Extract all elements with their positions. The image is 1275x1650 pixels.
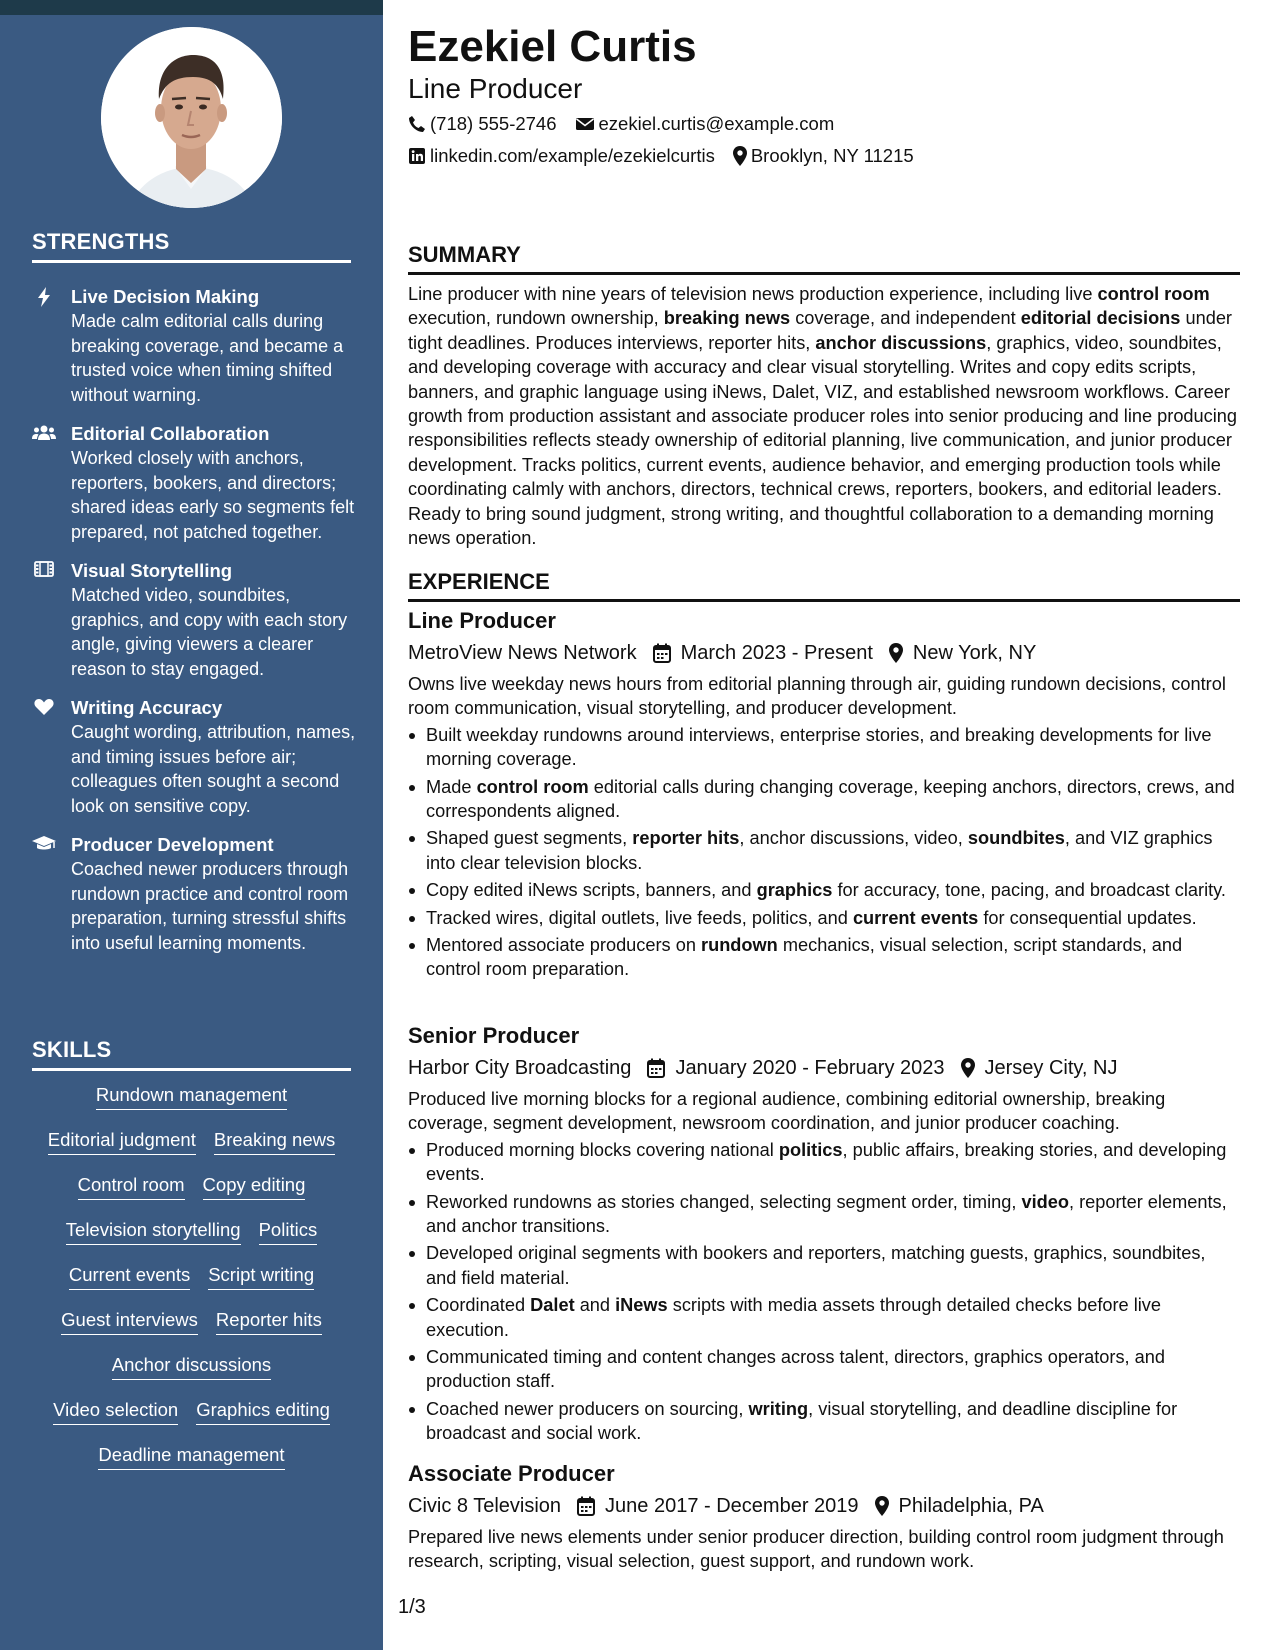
users-icon [32, 424, 56, 444]
strength-desc: Caught wording, attribution, names, and timing issues before air; colleagues often sought a second look on sensitive copy. [71, 722, 356, 816]
location-text: Philadelphia, PA [898, 1495, 1044, 1517]
map-pin-icon [875, 1496, 889, 1516]
job-dates [653, 638, 873, 668]
job-description: Owns live weekday news hours from editorial planning through air, guiding rundown decisions, control room communication, visual storytelling, and producer development. [408, 674, 1226, 719]
job-entry [408, 607, 1240, 985]
skill-row [32, 1398, 351, 1443]
strength-title: Live Decision Making [71, 286, 260, 307]
dates-text: January 2020 - February 2023 [675, 1057, 945, 1079]
contact-line [408, 145, 932, 167]
skill-tag: Editorial judgment [48, 1128, 196, 1155]
strength-title: Editorial Collaboration [71, 423, 270, 444]
skill-tag: Politics [259, 1218, 318, 1245]
strength-item [32, 833, 357, 955]
bold-keyword: graphics [756, 880, 833, 901]
bold-keyword: control room [476, 776, 589, 797]
skill-row [32, 1083, 351, 1128]
bolt-icon [32, 287, 56, 307]
strength-desc: Worked closely with anchors, reporters, bookers, and directors; shared ideas early so segments felt prepared, not patched together. [71, 448, 355, 542]
bullet-item: Mentored associate producers on rundown mechanics, visual selection, script standards, and control room preparation. [408, 933, 1240, 982]
bold-keyword: breaking news [663, 308, 791, 329]
job-bullets [408, 1138, 1240, 1446]
job-location [961, 1053, 1118, 1083]
summary-text: Line producer with nine years of television news production experience, including live control room execution, rundown ownership, breaking news coverage, and independent editorial decisions under tight deadlines. Produces interviews, reporter hits, anchor discussions, graphics, video, soundbites, and developing coverage with accuracy and clear visual storytelling. Writes and copy edits scripts, banners, and graphic language using iNews, Dalet, VIZ, and established newsroom workflows. Career growth from production assistant and associate producer roles into senior producing and line producing responsibilities reflects steady ownership of editorial planning, live communication, and junior producer development. Tracks politics, current events, audience behavior, and emerging production tools while coordinating calmly with anchors, directors, technical crews, reporters, bookers, and editorial leaders. Ready to bring sound judgment, strong writing, and thoughtful collaboration to a demanding morning news operation. [408, 284, 1238, 549]
skill-row [32, 1443, 351, 1488]
skill-tag: Script writing [208, 1263, 314, 1290]
bold-keyword: soundbites [967, 828, 1065, 849]
strength-item [32, 559, 357, 681]
dates-text: June 2017 - December 2019 [605, 1495, 859, 1517]
bold-keyword: anchor discussions [815, 332, 987, 353]
candidate-name: Ezekiel Curtis [408, 22, 697, 71]
skill-tag: Anchor discussions [112, 1353, 271, 1380]
map-pin-icon [961, 1058, 975, 1078]
skills-list [32, 1083, 351, 1488]
skill-row [32, 1218, 351, 1263]
phone-icon [408, 115, 426, 133]
skill-tag: Deadline management [98, 1443, 284, 1470]
job-company [408, 638, 637, 668]
job-description: Produced live morning blocks for a regional audience, combining editorial ownership, breaking coverage, segment development, newsroom coordination, and junior producer coaching. [408, 1089, 1166, 1134]
bullet-item: Reworked rundowns as stories changed, selecting segment order, timing, video, reporter elements, and anchor transitions. [408, 1190, 1240, 1239]
phone-text: (718) 555-2746 [430, 113, 557, 134]
summary-heading: SUMMARY [408, 242, 1240, 275]
bullet-item: Coached newer producers on sourcing, writing, visual storytelling, and deadline discipline for broadcast and social work. [408, 1397, 1240, 1446]
job-location [875, 1491, 1044, 1521]
company-text: MetroView News Network [408, 642, 637, 664]
candidate-title: Line Producer [408, 73, 583, 104]
job-bullets [408, 723, 1240, 982]
location-text: Jersey City, NJ [984, 1057, 1118, 1079]
strength-title: Writing Accuracy [71, 697, 223, 718]
film-icon [32, 561, 56, 581]
bullet-item: Made control room editorial calls during changing coverage, keeping anchors, directors, crews, and correspondents aligned. [408, 775, 1240, 824]
skills-heading: SKILLS [32, 1037, 351, 1071]
profile-photo [101, 27, 282, 208]
skill-row [32, 1173, 351, 1218]
strength-title: Producer Development [71, 834, 274, 855]
linkedin-text: linkedin.com/example/ezekielcurtis [430, 145, 715, 166]
contact-line [408, 113, 852, 135]
email-text: ezekiel.curtis@example.com [598, 113, 835, 134]
strength-item [32, 285, 357, 407]
job-location [889, 638, 1036, 668]
envelope-icon [575, 116, 595, 132]
map-pin-icon [733, 146, 747, 166]
bullet-item: Copy edited iNews scripts, banners, and graphics for accuracy, tone, pacing, and broadcast clarity. [408, 878, 1240, 902]
strengths-list [32, 285, 357, 970]
strength-item [32, 696, 357, 818]
skill-tag: Reporter hits [216, 1308, 322, 1335]
bold-keyword: editorial decisions [1020, 308, 1181, 329]
bold-keyword: iNews [615, 1295, 668, 1316]
bold-keyword: video [1021, 1191, 1069, 1212]
skill-tag: Rundown management [96, 1083, 287, 1110]
strengths-heading: STRENGTHS [32, 229, 351, 263]
calendar-icon [647, 1058, 665, 1078]
skill-tag: Video selection [53, 1398, 178, 1425]
bullet-item: Coordinated Dalet and iNews scripts with media assets through detailed checks before live execution. [408, 1293, 1240, 1342]
bullet-item: Communicated timing and content changes across talent, directors, graphics operators, and production staff. [408, 1345, 1240, 1394]
skill-row [32, 1308, 351, 1353]
contact-location [733, 145, 914, 167]
sidebar [0, 0, 383, 1650]
bold-keyword: current events [852, 907, 979, 928]
bold-keyword: Dalet [530, 1295, 575, 1316]
page-number: 1/3 [398, 1596, 426, 1618]
heart-icon [32, 698, 56, 718]
linkedin-icon [408, 147, 426, 165]
strength-item [32, 422, 357, 544]
job-role: Associate Producer [408, 1461, 615, 1486]
bullet-item: Tracked wires, digital outlets, live feeds, politics, and current events for consequential updates. [408, 906, 1240, 930]
skill-tag: Breaking news [214, 1128, 335, 1155]
location-text: Brooklyn, NY 11215 [750, 145, 914, 166]
bold-keyword: writing [748, 1398, 809, 1419]
skill-row [32, 1353, 351, 1398]
job-role: Senior Producer [408, 1023, 580, 1048]
bold-keyword: rundown [701, 935, 778, 956]
skill-tag: Current events [69, 1263, 190, 1290]
bullet-item: Built weekday rundowns around interviews, enterprise stories, and breaking developments for live morning coverage. [408, 723, 1240, 772]
skill-tag: Control room [78, 1173, 185, 1200]
skill-tag: Graphics editing [196, 1398, 330, 1425]
bold-keyword: reporter hits [632, 828, 740, 849]
bold-keyword: control room [1097, 284, 1210, 304]
calendar-icon [653, 643, 671, 663]
bold-keyword: politics [778, 1139, 843, 1160]
strength-title: Visual Storytelling [71, 560, 233, 581]
location-text: New York, NY [912, 642, 1037, 664]
job-dates [577, 1491, 859, 1521]
job-company [408, 1491, 561, 1521]
experience-heading: EXPERIENCE [408, 569, 1240, 602]
job-role: Line Producer [408, 608, 556, 633]
graduation-cap-icon [32, 835, 56, 855]
job-entry [408, 1022, 1240, 1449]
dates-text: March 2023 - Present [680, 642, 873, 664]
skill-tag: Guest interviews [61, 1308, 198, 1335]
skill-row [32, 1128, 351, 1173]
calendar-icon [577, 1496, 595, 1516]
job-description: Prepared live news elements under senior producer direction, building control room judgment through research, scripting, visual selection, guest support, and rundown work. [408, 1527, 1224, 1572]
strength-desc: Matched video, soundbites, graphics, and copy with each story angle, giving viewers a clearer reason to stay engaged. [71, 585, 348, 679]
skill-row [32, 1263, 351, 1308]
sidebar-top-bar [0, 0, 383, 15]
bullet-item: Shaped guest segments, reporter hits, anchor discussions, video, soundbites, and VIZ graphics into clear television blocks. [408, 826, 1240, 875]
bullet-item: Produced morning blocks covering national politics, public affairs, breaking stories, and developing events. [408, 1138, 1240, 1187]
company-text: Civic 8 Television [408, 1495, 562, 1517]
contact-email[interactable] [575, 113, 835, 135]
strength-desc: Made calm editorial calls during breaking coverage, and became a trusted voice when timing shifted without warning. [71, 311, 344, 405]
job-company [408, 1053, 631, 1083]
job-dates [647, 1053, 944, 1083]
skill-tag: Copy editing [203, 1173, 306, 1200]
strength-desc: Coached newer producers through rundown practice and control room preparation, turning stressful shifts into useful learning moments. [71, 859, 349, 953]
job-meta [408, 1491, 1240, 1521]
company-text: Harbor City Broadcasting [408, 1057, 632, 1079]
contact-phone[interactable] [408, 113, 557, 135]
job-meta [408, 638, 1240, 668]
skill-tag: Television storytelling [66, 1218, 241, 1245]
job-meta [408, 1053, 1240, 1083]
contact-linkedin[interactable] [408, 145, 715, 167]
job-entry [408, 1460, 1240, 1576]
bullet-item: Developed original segments with bookers and reporters, matching guests, graphics, soundbites, and field material. [408, 1241, 1240, 1290]
map-pin-icon [889, 643, 903, 663]
